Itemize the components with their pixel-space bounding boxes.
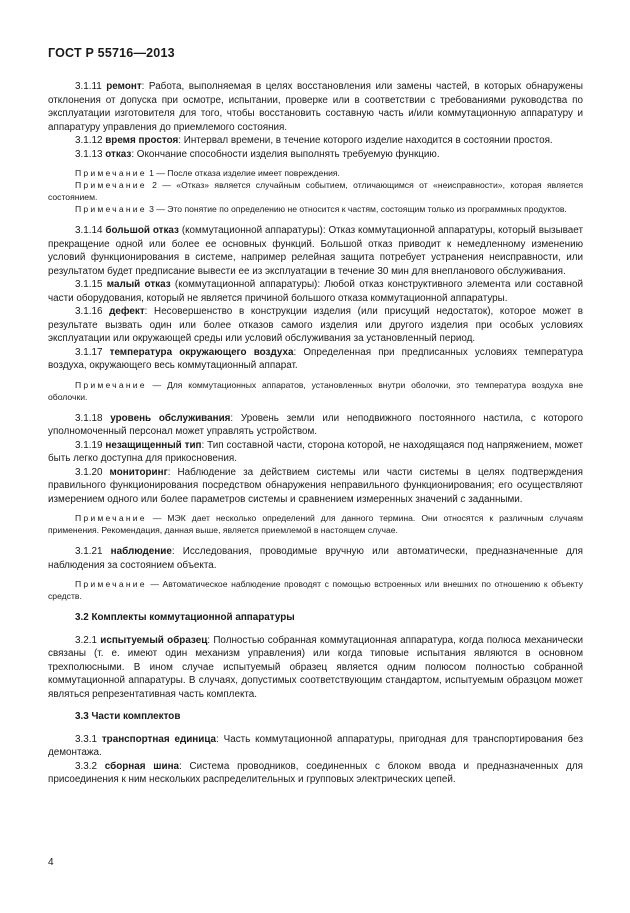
note-label: Примечание: [75, 379, 147, 390]
term-number: 3.2.1: [75, 634, 97, 646]
term-3-1-17: [48, 346, 583, 373]
page-body: [48, 80, 583, 787]
term-name: ремонт: [106, 81, 142, 92]
term-number: 3.1.17: [75, 346, 103, 358]
term-definition: : Часть коммутационной аппаратуры, пригодная для транспортирования без демонтажа.: [48, 733, 583, 758]
term-name: температура окружающего воздуха: [109, 346, 294, 358]
term-definition: : Наблюдение за действием системы или части системы в целях подтверждения правильного функционирования посредством обнаружения неправильного функционирования; его осуществляют измерением одного или более параметров системы и сравнением измеренных значений с заданными.: [48, 466, 583, 505]
term-number: 3.1.12: [75, 135, 103, 146]
term-definition: (коммутационной аппаратуры): Любой отказ конструктивного элемента или составной части оборудования, который не является причиной большого отказа коммутационной аппаратуры.: [48, 279, 583, 304]
term-definition: : Работа, выполняемая в целях восстановления или замены частей, в которых обнаружены отклонения от допуска при осмотре, испытании, проверке или в соответствии с требованиями руководства по эксплуатации изготовителя для того, чтобы восстановить составную часть и/или коммутационную аппаратуру и аппаратуру управления до приемлемого состояния.: [48, 81, 583, 133]
term-name: уровень обслуживания: [110, 412, 231, 424]
term-definition: : Определенная при предписанных условиях температура воздуха, окружающего весь коммутационный аппарат.: [48, 346, 583, 371]
term-name: время простоя: [105, 135, 179, 146]
note-label: Примечание: [75, 204, 147, 214]
term-3-1-12: [48, 134, 583, 148]
note-3-1-17: [48, 379, 583, 403]
term-number: 3.1.21: [75, 546, 103, 557]
term-number: 3.1.19: [75, 439, 103, 451]
term-definition: (коммутационной аппаратуры): Отказ коммутационной аппаратуры, который вызывает прекращение одной или более ее основных функций. Большой отказ приводит к немедленному изменению условий функционирования в системе, например релейная защита потребует устранения неисправности, или результатом будет предписание вывести ее из эксплуатации в течение 30 мин для внепланового обслуживания.: [48, 225, 583, 277]
term-definition: : Уровень земли или неподвижного постоянного настила, с которого уполномоченный персонал может управлять устройством.: [48, 412, 584, 437]
term-3-1-19: [48, 439, 583, 466]
term-number: 3.1.15: [75, 279, 103, 290]
term-definition: : Система проводников, соединенных с блоком ввода и предназначенных для присоединения к ним нескольких распределительных и групповых электрических цепей.: [48, 760, 583, 785]
term-3-1-16: [48, 305, 583, 346]
note-text: 2 — «Отказ» является случайным событием, отличающимся от «неисправности», которая является состоянием.: [48, 180, 583, 202]
term-3-3-1: [48, 733, 583, 760]
term-definition: : Окончание способности изделия выполнять требуемую функцию.: [131, 148, 440, 160]
term-number: 3.1.20: [75, 466, 103, 478]
term-definition: : Несовершенство в конструкции изделия (или присущий недостаток), которое может в результате вызвать один или более отказов самого изделия или другого изделия при особых условиях эксплуатации или окружающей среды или условий обслуживания за установленный период.: [48, 306, 583, 344]
term-definition: : Полностью собранная коммутационная аппаратура, когда полюса механически связаны (т. е. имеют один механизм управления) или когда типовые испытания являются в основном трехполюсными. В ином случае испытуемый образец является одним полюсом полностью собранной коммутационной аппаратуры. В случаях, допустимых соответствующим стандартом, испытуемым образцом может являться репрезентативная часть комплекта.: [48, 634, 583, 700]
note-label: Примечание: [75, 513, 147, 523]
note-3-1-13-1: [48, 167, 583, 179]
note-label: Примечание: [75, 579, 147, 589]
note-3-1-21: [48, 578, 583, 602]
note-3-1-13-2: [48, 179, 583, 203]
section-heading-3-2: 3.2 Комплекты коммутационной аппаратуры: [75, 612, 295, 623]
note-label: Примечание: [75, 168, 147, 178]
term-name: отказ: [105, 148, 132, 160]
section-heading-3-3: 3.3 Части комплектов: [75, 711, 181, 722]
note-3-1-13-3: [48, 203, 583, 215]
term-definition: : Тип составной части, сторона которой, не находящаяся под напряжением, может быть легко доступна для прикосновения.: [48, 439, 583, 464]
term-name: большой отказ: [105, 225, 179, 236]
term-3-1-14: [48, 224, 583, 278]
term-number: 3.3.2: [75, 760, 97, 772]
term-definition: : Интервал времени, в течение которого изделие находится в состоянии простоя.: [178, 135, 553, 146]
term-3-1-11: [48, 80, 583, 134]
term-number: 3.1.16: [75, 306, 103, 317]
term-3-1-20: [48, 466, 583, 507]
term-3-3-2: [48, 760, 583, 787]
note-text: 1 — После отказа изделие имеет повреждения.: [146, 168, 340, 178]
term-name: малый отказ: [106, 279, 171, 290]
term-number: 3.1.11: [75, 81, 102, 92]
note-text: — МЭК дает несколько определений для данного термина. Они относятся к различным случаям применения. Рекомендация, данная выше, является приемлемой в настоящем случае.: [48, 513, 583, 535]
term-3-1-21: [48, 545, 583, 572]
note-label: Примечание: [75, 180, 147, 190]
term-number: 3.1.13: [75, 148, 103, 160]
term-name: мониторинг: [109, 466, 168, 478]
term-definition: : Исследования, проводимые вручную или автоматически, предназначенные для наблюдения за состоянием объекта.: [48, 546, 583, 571]
term-3-1-13: [48, 148, 583, 162]
note-text: — Автоматическое наблюдение проводят с помощью встроенных или внешних по отношению к объекту средств.: [48, 579, 583, 601]
term-number: 3.1.14: [75, 225, 103, 236]
note-text: 3 — Это понятие по определению не относится к частям, состоящим только из программных продуктов.: [146, 204, 567, 214]
note-3-1-20: [48, 512, 583, 536]
term-3-2-1: [48, 634, 583, 702]
term-3-1-15: [48, 278, 583, 305]
term-number: 3.3.1: [75, 733, 97, 745]
page-number: 4: [48, 857, 54, 868]
note-text: — Для коммутационных аппаратов, установленных внутри оболочки, это температура воздуха вне оболочки.: [48, 379, 583, 402]
term-name: сборная шина: [104, 760, 180, 772]
term-name: транспортная единица: [101, 733, 217, 745]
standard-code-header: ГОСТ Р 55716—2013: [48, 46, 175, 60]
term-3-1-18: [48, 412, 583, 439]
term-name: испытуемый образец: [100, 634, 208, 646]
term-name: наблюдение: [110, 546, 172, 557]
term-name: незащищенный тип: [105, 439, 202, 451]
term-name: дефект: [109, 306, 145, 317]
term-number: 3.1.18: [75, 412, 103, 424]
